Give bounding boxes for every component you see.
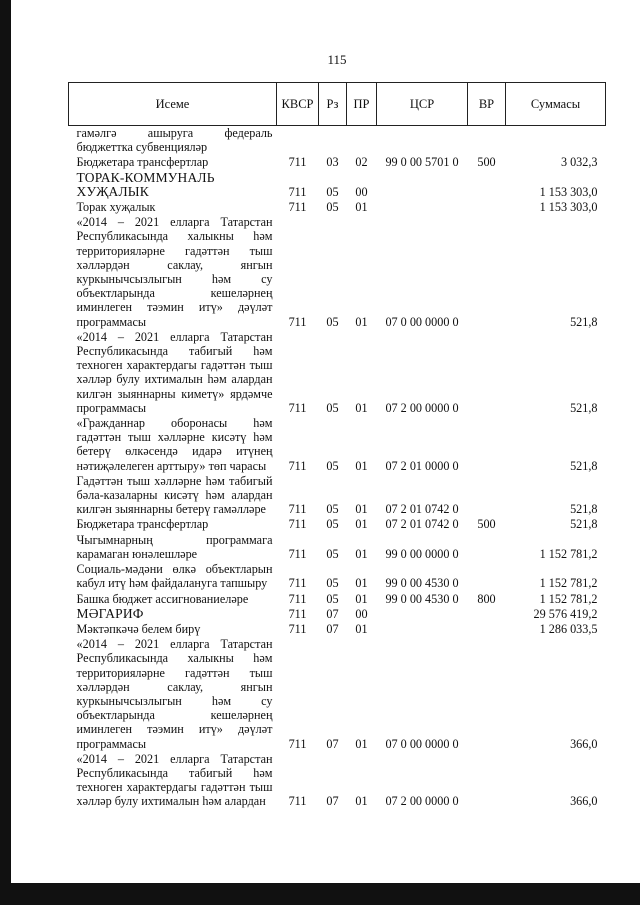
budget-table <box>68 82 606 810</box>
cell-rz: 05 <box>326 458 339 473</box>
cell-csr: 07 0 00 0000 0 <box>385 314 459 329</box>
cell-sum: 29 576 419,2 <box>533 606 598 621</box>
table-row <box>69 592 606 607</box>
header-sum: Суммасы <box>506 83 606 126</box>
cell-csr <box>377 200 468 215</box>
header-kvsr: КВСР <box>277 83 319 126</box>
cell-vr <box>468 607 506 622</box>
cell-vr <box>468 200 506 215</box>
cell-rz: 07 <box>326 736 339 751</box>
cell-name: Чыгымнарның программага карамаган юнәлешләре <box>76 532 273 561</box>
cell-name: Социаль-мәдәни өлкә объектларын кабул итү һәм файдалануга тапшыру <box>76 562 273 591</box>
cell-rz: 05 <box>326 576 339 591</box>
cell-name: Мәктәпкәчә белем бирү <box>76 621 201 636</box>
cell-vr: 800 <box>477 591 496 606</box>
cell-csr: 07 2 00 0000 0 <box>385 400 459 415</box>
cell-name: ТОРАК-КОММУНАЛЬ ХУҖАЛЫК <box>76 169 215 199</box>
cell-name: гамәлгә ашыруга федераль бюджеттка субвенцияләр <box>76 126 273 155</box>
cell-kvsr: 711 <box>288 517 307 532</box>
table-row <box>69 517 606 532</box>
cell-vr <box>468 562 506 591</box>
cell-rz: 05 <box>326 517 339 532</box>
cell-rz <box>319 126 347 156</box>
page-number: 115 <box>327 52 347 67</box>
cell-kvsr: 711 <box>288 184 307 199</box>
cell-name: Бюджетара трансфертлар <box>76 517 209 532</box>
cell-pr: 01 <box>355 200 368 215</box>
cell-csr: 99 0 00 5701 0 <box>385 155 459 170</box>
cell-csr: 07 0 00 0000 0 <box>385 736 459 751</box>
cell-pr: 00 <box>355 184 368 199</box>
table-row <box>69 637 606 752</box>
cell-rz: 05 <box>326 184 339 199</box>
cell-kvsr: 711 <box>288 502 307 517</box>
cell-vr: 500 <box>477 517 496 532</box>
table-row <box>69 533 606 562</box>
cell-sum: 366,0 <box>570 736 598 751</box>
cell-csr <box>377 622 468 637</box>
cell-pr: 01 <box>355 794 368 809</box>
cell-csr: 07 2 00 0000 0 <box>385 794 459 809</box>
cell-rz: 05 <box>326 400 339 415</box>
scan-bottom-edge <box>0 883 640 905</box>
cell-pr: 00 <box>355 606 368 621</box>
table-row <box>69 200 606 215</box>
cell-rz: 05 <box>326 200 339 215</box>
cell-rz: 05 <box>326 591 339 606</box>
cell-kvsr: 711 <box>288 458 307 473</box>
table-row <box>69 155 606 170</box>
cell-sum: 521,8 <box>570 458 598 473</box>
header-vr: ВР <box>468 83 506 126</box>
cell-sum: 521,8 <box>570 502 598 517</box>
cell-rz: 05 <box>326 314 339 329</box>
header-rz: Рз <box>319 83 347 126</box>
cell-csr <box>377 171 468 200</box>
cell-pr: 01 <box>355 400 368 415</box>
header-name: Исеме <box>69 83 277 126</box>
cell-vr <box>468 752 506 810</box>
cell-sum: 3 032,3 <box>560 155 598 170</box>
cell-vr <box>468 330 506 416</box>
cell-pr: 01 <box>355 576 368 591</box>
table-row <box>69 215 606 330</box>
table-row <box>69 126 606 156</box>
cell-rz: 05 <box>326 502 339 517</box>
table-row <box>69 562 606 591</box>
cell-csr: 07 2 01 0742 0 <box>385 517 459 532</box>
cell-kvsr: 711 <box>288 794 307 809</box>
cell-name: Гадәттән тыш хәлләрне һәм табигый бәла-казаларны кисәтү һәм алардан килгән зыяннарны бетерү гамәлләре <box>76 473 273 517</box>
cell-pr: 01 <box>355 502 368 517</box>
cell-pr: 01 <box>355 546 368 561</box>
cell-pr: 01 <box>355 591 368 606</box>
scan-left-edge <box>0 0 11 905</box>
cell-sum: 1 152 781,2 <box>539 546 598 561</box>
cell-sum: 1 153 303,0 <box>539 200 598 215</box>
cell-csr: 07 2 01 0742 0 <box>385 502 459 517</box>
table-row <box>69 607 606 622</box>
cell-pr <box>347 126 377 156</box>
cell-name: «2014 – 2021 елларга Татарстан Республикасында табигый һәм техноген характердагы гадәттән тыш хәлләр булу ихтималын һәм алардан <box>76 751 273 809</box>
cell-csr: 99 0 00 0000 0 <box>385 546 459 561</box>
cell-sum <box>506 126 606 156</box>
cell-sum: 1 153 303,0 <box>539 184 598 199</box>
cell-sum: 521,8 <box>570 314 598 329</box>
cell-kvsr: 711 <box>288 400 307 415</box>
cell-csr: 99 0 00 4530 0 <box>385 576 459 591</box>
cell-kvsr: 711 <box>288 200 307 215</box>
cell-name: Бюджетара трансфертлар <box>76 155 209 170</box>
header-pr: ПР <box>347 83 377 126</box>
cell-vr: 500 <box>477 155 496 170</box>
cell-csr <box>377 607 468 622</box>
cell-sum: 366,0 <box>570 794 598 809</box>
cell-rz: 03 <box>326 155 339 170</box>
table-row <box>69 416 606 474</box>
cell-vr <box>468 637 506 752</box>
cell-name: Торак хуҗалык <box>76 200 156 215</box>
cell-kvsr: 711 <box>288 606 307 621</box>
table-row <box>69 171 606 200</box>
cell-name: «2014 – 2021 елларга Татарстан Республикасында халыкны һәм территорияләрне гадәттән тыш хәлләрдән саклау, янгын куркынычсызлыгын һәм су объектларында кешеләрнең иминлеген тәэмин итү» дәүләт программасы <box>76 637 273 751</box>
cell-rz: 07 <box>326 621 339 636</box>
cell-kvsr <box>277 126 319 156</box>
cell-kvsr: 711 <box>288 621 307 636</box>
cell-vr <box>468 171 506 200</box>
cell-pr: 01 <box>355 736 368 751</box>
table-row <box>69 622 606 637</box>
cell-pr: 01 <box>355 621 368 636</box>
table-row <box>69 474 606 518</box>
cell-name: «2014 – 2021 елларга Татарстан Республикасында табигый һәм техноген характердагы гадәттән тыш хәлләр булу ихтималын һәм алардан килгән зыяннарны киметү» ярдәмче программасы <box>76 329 273 415</box>
cell-kvsr: 711 <box>288 591 307 606</box>
cell-pr: 01 <box>355 517 368 532</box>
table-row <box>69 330 606 416</box>
cell-vr <box>468 416 506 474</box>
cell-sum: 521,8 <box>570 400 598 415</box>
cell-sum: 1 152 781,2 <box>539 591 598 606</box>
cell-vr <box>468 126 506 156</box>
cell-name: «Гражданнар оборонасы һәм гадәттән тыш хәлләрне кисәтү һәм бетерү өлкәсендә идарә итүнең нәтиҗәлелеген арттыру» төп чарасы <box>76 416 273 473</box>
cell-pr: 02 <box>355 155 368 170</box>
cell-csr: 07 2 01 0000 0 <box>385 458 459 473</box>
cell-kvsr: 711 <box>288 736 307 751</box>
table-row <box>69 752 606 810</box>
cell-vr <box>468 533 506 562</box>
table-body <box>69 126 606 810</box>
cell-rz: 05 <box>326 546 339 561</box>
cell-kvsr: 711 <box>288 314 307 329</box>
cell-name: МӘГАРИФ <box>76 605 144 621</box>
cell-sum: 1 152 781,2 <box>539 576 598 591</box>
cell-csr: 99 0 00 4530 0 <box>385 591 459 606</box>
cell-csr <box>377 126 468 156</box>
cell-kvsr: 711 <box>288 576 307 591</box>
cell-rz: 07 <box>326 794 339 809</box>
cell-vr <box>468 474 506 518</box>
cell-name: «2014 – 2021 елларга Татарстан Республикасында халыкны һәм территорияләрне гадәттән тыш хәлләрдән саклау, янгын куркынычсызлыгын һәм су объектларында кешеләрнең иминлеген тәэмин итү» дәүләт программасы <box>76 215 273 329</box>
cell-sum: 1 286 033,5 <box>539 621 598 636</box>
cell-kvsr: 711 <box>288 546 307 561</box>
cell-pr: 01 <box>355 314 368 329</box>
cell-name: Башка бюджет ассигнованиеләре <box>76 591 249 606</box>
cell-pr: 01 <box>355 458 368 473</box>
cell-vr <box>468 622 506 637</box>
cell-sum: 521,8 <box>570 517 598 532</box>
header-csr: ЦСР <box>377 83 468 126</box>
table-header-row <box>69 83 606 126</box>
cell-kvsr: 711 <box>288 155 307 170</box>
cell-rz: 07 <box>326 606 339 621</box>
cell-vr <box>468 215 506 330</box>
